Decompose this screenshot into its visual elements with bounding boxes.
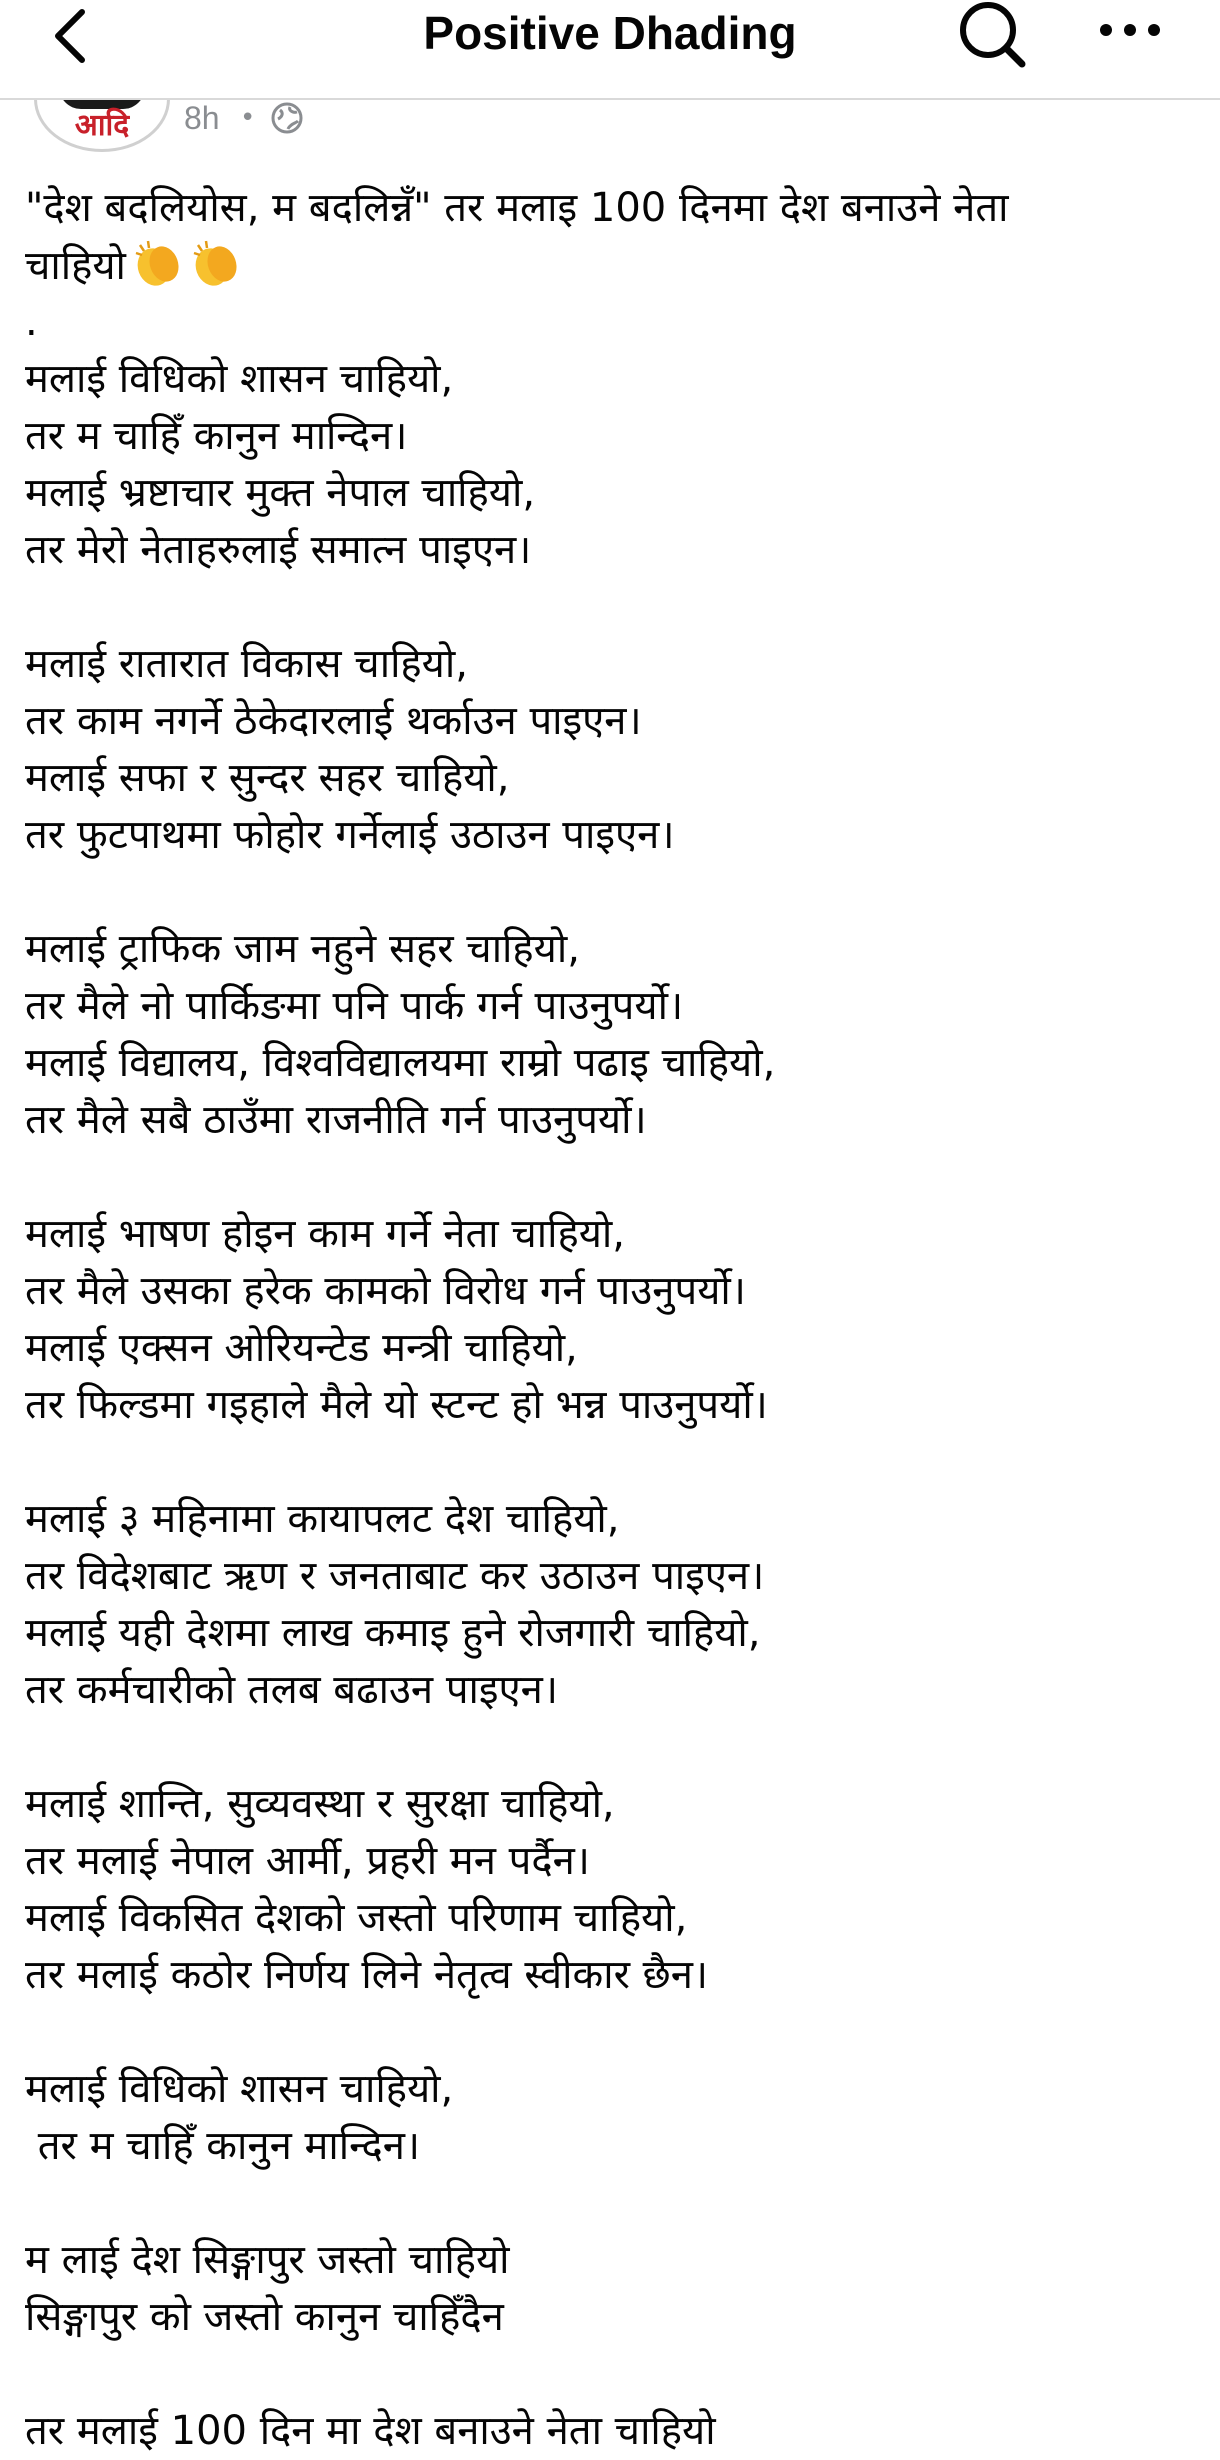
- post-line-text: मलाई भाषण होइन काम गर्ने नेता चाहियो,: [25, 1211, 626, 1257]
- post-line: [25, 1206, 1205, 1263]
- post-line-text: मलाई विकसित देशको जस्तो परिणाम चाहियो,: [25, 1895, 688, 1941]
- clapping-hands-emoji-icon: [190, 237, 242, 289]
- top-navigation-bar: [0, 0, 1220, 100]
- post-line: [25, 465, 1205, 522]
- post-line-text: मलाई ३ महिनामा कायापलट देश चाहियो,: [25, 1496, 620, 1542]
- post-line-text: सिङ्गापुर को जस्तो कानुन चाहिँदैन: [25, 2294, 504, 2340]
- post-blank-line: [25, 579, 1205, 636]
- post-line-text: तर फिल्डमा गइहाले मैले यो स्टन्ट हो भन्न पाउनुपर्यो।: [25, 1382, 768, 1428]
- post-line: [25, 237, 1205, 294]
- post-blank-line: [25, 1719, 1205, 1776]
- post-line-text: "देश बदलियोस, म बदलिन्नँ" तर मलाइ 100 दिनमा देश बनाउने नेता: [25, 185, 1009, 231]
- post-line: [25, 1947, 1205, 2004]
- post-line: [25, 1605, 1205, 1662]
- post-line: [25, 294, 1205, 351]
- avatar[interactable]: [34, 98, 170, 152]
- post-line-text: तर मलाई कठोर निर्णय लिने नेतृत्व स्वीकार छैन।: [25, 1952, 709, 1998]
- post-line: [25, 1092, 1205, 1149]
- post-text: [25, 180, 1205, 2460]
- post-line-text: तर मलाई 100 दिन मा देश बनाउने नेता चाहियो: [25, 2408, 716, 2454]
- post-blank-line: [25, 1149, 1205, 1206]
- post-line-text: मलाई भ्रष्टाचार मुक्त नेपाल चाहियो,: [25, 470, 536, 516]
- search-button[interactable]: [950, 0, 1030, 74]
- post-line-text: तर मैले सबै ठाउँमा राजनीति गर्न पाउनुपर्यो।: [25, 1097, 647, 1143]
- post-line-text: मलाई रातारात विकास चाहियो,: [25, 641, 468, 687]
- post-line: [25, 1320, 1205, 1377]
- meta-separator: •: [240, 103, 256, 133]
- post-line: [25, 2289, 1205, 2346]
- post-line-text: मलाई विद्यालय, विश्वविद्यालयमा राम्रो पढाइ चाहियो,: [25, 1040, 776, 1086]
- post-line-text: तर म चाहिँ कानुन मान्दिन।: [25, 413, 408, 459]
- post-line: [25, 1035, 1205, 1092]
- post-line: [25, 1377, 1205, 1434]
- post-line: [25, 1662, 1205, 1719]
- post-line-text: तर मैले उसका हरेक कामको विरोध गर्न पाउनुपर्यो।: [25, 1268, 746, 1314]
- post-blank-line: [25, 2175, 1205, 2232]
- post-line-text: म लाई देश सिङ्गापुर जस्तो चाहियो: [25, 2237, 510, 2283]
- post-line-text: तर म चाहिँ कानुन मान्दिन।: [25, 2123, 421, 2169]
- search-icon: [950, 0, 1030, 74]
- post-blank-line: [25, 1434, 1205, 1491]
- post-line-text: तर काम नगर्ने ठेकेदारलाई थर्काउन पाइएन।: [25, 698, 642, 744]
- post-line-text: तर कर्मचारीको तलब बढाउन पाइएन।: [25, 1667, 559, 1713]
- post-line-text: तर मेरो नेताहरुलाई समात्न पाइएन।: [25, 527, 532, 573]
- post-line-text: तर मलाई नेपाल आर्मी, प्रहरी मन पर्दैन।: [25, 1838, 590, 1884]
- page-title: Positive Dhading: [423, 7, 797, 59]
- globe-icon: [270, 101, 304, 135]
- post-line: [25, 750, 1205, 807]
- post-line: [25, 2061, 1205, 2118]
- post-line: [25, 522, 1205, 579]
- post-blank-line: [25, 2346, 1205, 2403]
- post-line-text: तर विदेशबाट ऋण र जनताबाट कर उठाउन पाइएन।: [25, 1553, 765, 1599]
- post-line: [25, 807, 1205, 864]
- post-line: [25, 408, 1205, 465]
- post-line: [25, 1890, 1205, 1947]
- post-blank-line: [25, 2004, 1205, 2061]
- post-line: [25, 2232, 1205, 2289]
- post-line: [25, 1263, 1205, 1320]
- post-line-text: मलाई सफा र सुन्दर सहर चाहियो,: [25, 755, 510, 801]
- post-line-text: मलाई ट्राफिक जाम नहुने सहर चाहियो,: [25, 926, 580, 972]
- post-blank-line: [25, 864, 1205, 921]
- post-line: [25, 2403, 1205, 2460]
- post-line: [25, 1776, 1205, 1833]
- post-header: [0, 98, 1220, 158]
- post-line: [25, 1548, 1205, 1605]
- post-line-text: चाहियो: [25, 243, 126, 289]
- more-options-button[interactable]: [1090, 0, 1170, 60]
- post-line: [25, 978, 1205, 1035]
- post-line: [25, 2118, 1205, 2175]
- post-line: [25, 180, 1205, 237]
- post-line-text: .: [25, 299, 38, 345]
- post-line: [25, 921, 1205, 978]
- post-line-text: मलाई विधिको शासन चाहियो,: [25, 356, 454, 402]
- post-line: [25, 693, 1205, 750]
- post-line: [25, 351, 1205, 408]
- post-line: [25, 1833, 1205, 1890]
- avatar-text: आदि: [74, 108, 130, 143]
- post-line-text: मलाई शान्ति, सुव्यवस्था र सुरक्षा चाहियो,: [25, 1781, 615, 1827]
- post-line: [25, 1491, 1205, 1548]
- post-line-text: मलाई यही देशमा लाख कमाइ हुने रोजगारी चाहियो,: [25, 1610, 761, 1656]
- post-line: [25, 636, 1205, 693]
- post-line-text: मलाई एक्सन ओरियन्टेड मन्त्री चाहियो,: [25, 1325, 578, 1371]
- clapping-hands-emoji-icon: [132, 237, 184, 289]
- more-options-icon: [1090, 0, 1170, 60]
- post-line-text: तर मैले नो पार्किङमा पनि पार्क गर्न पाउनुपर्यो।: [25, 983, 684, 1029]
- post-line-text: मलाई विधिको शासन चाहियो,: [25, 2066, 454, 2112]
- post-line-text: तर फुटपाथमा फोहोर गर्नेलाई उठाउन पाइएन।: [25, 812, 675, 858]
- post-timestamp[interactable]: 8h: [184, 100, 220, 136]
